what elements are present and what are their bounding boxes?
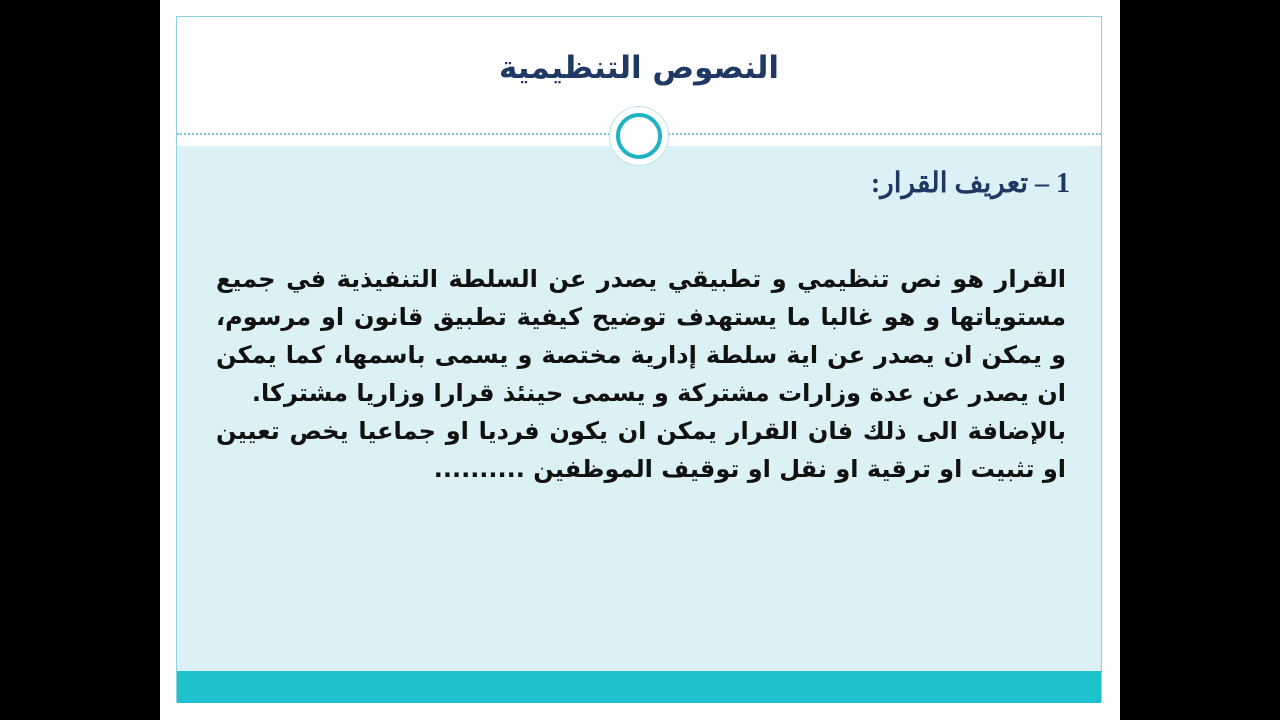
paragraph-definition: القرار هو نص تنظيمي و تطبيقي يصدر عن السلطة التنفيذية في جميع مستوياتها و هو غالبا ما يستهدف توضيح كيفية تطبيق قانون او مرسوم، و يمكن ان يصدر عن اية سلطة إدارية مختصة و يسمى باسمها، كما يمكن ان يصدر عن عدة وزارات مشتركة و يسمى حينئذ قرارا وزاريا مشتركا. — [216, 265, 1066, 407]
bottom-accent-band — [177, 671, 1101, 703]
paragraph-addition: بالإضافة الى ذلك فان القرار يمكن ان يكون فرديا او جماعيا يخص تعيين او تثبيت او ترقية او نقل او توقيف الموظفين .......... — [216, 417, 1066, 483]
body-text — [216, 260, 1066, 488]
circle-ring-icon — [616, 113, 662, 159]
slide — [160, 0, 1120, 720]
section-heading: 1 – تعريف القرار: — [870, 168, 1070, 199]
slide-title: النصوص التنظيمية — [498, 50, 780, 86]
